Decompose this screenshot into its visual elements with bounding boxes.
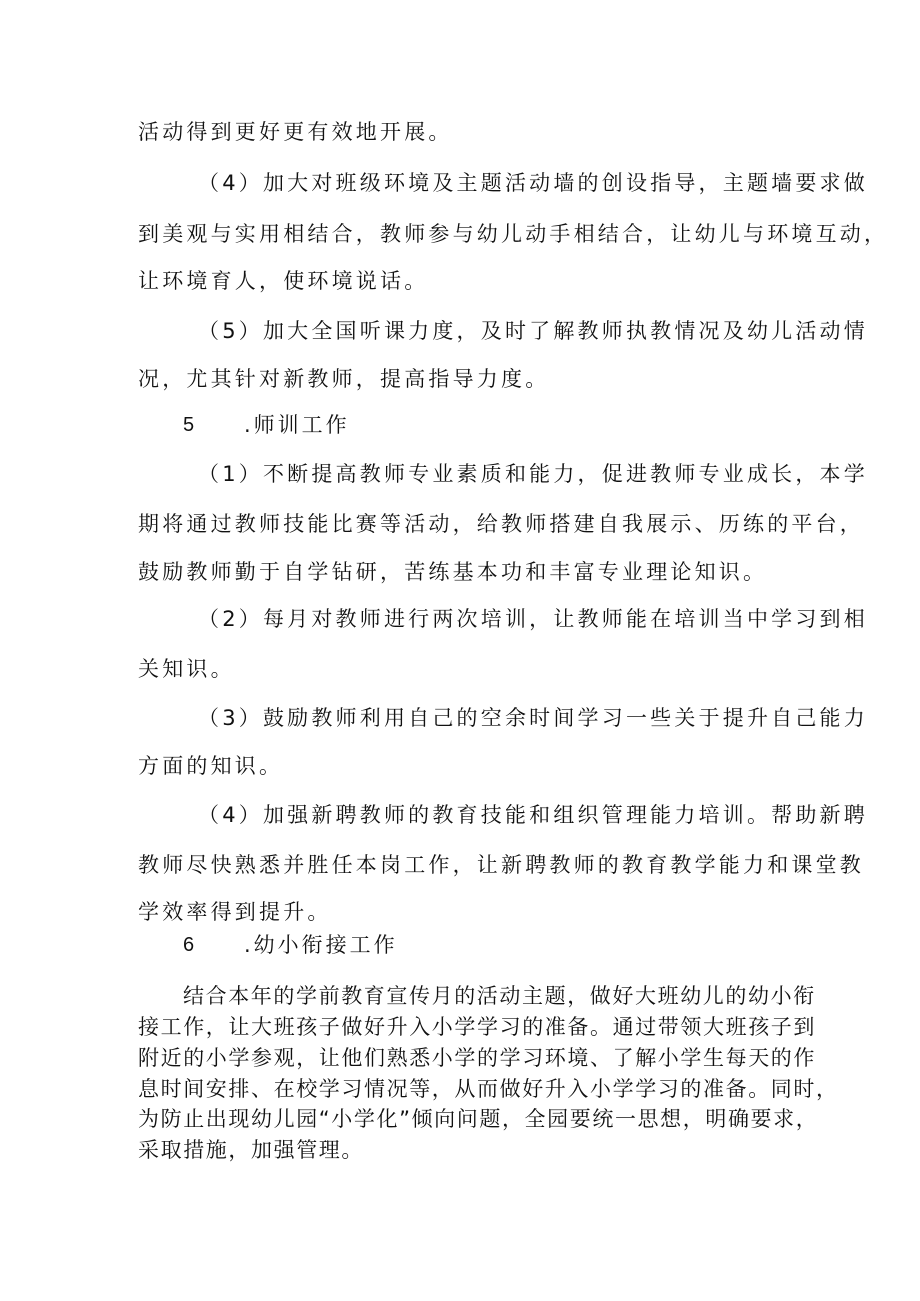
paragraph-line: 况，尤其针对新教师，提高指导力度。 — [138, 367, 550, 391]
paragraph-line: 鼓励教师勤于自学钻研，苦练基本功和丰富专业理论知识。 — [138, 560, 768, 584]
section-number: 6 — [183, 934, 195, 956]
paragraph-line: 学效率得到提升。 — [138, 900, 332, 924]
paragraph-line: （1）不断提高教师专业素质和能力，促进教师专业成长，本学 — [198, 462, 868, 486]
section-number: 5 — [183, 414, 195, 436]
paragraph-line: （3）鼓励教师利用自己的空余时间学习一些关于提升自己能力 — [198, 706, 868, 730]
paragraph-line: （4）加强新聘教师的教育技能和组织管理能力培训。帮助新聘 — [198, 803, 868, 827]
paragraph-line: 接工作，让大班孩子做好升入小学学习的准备。通过带领大班孩子到 — [138, 1015, 816, 1039]
paragraph-line: 方面的知识。 — [138, 754, 284, 778]
paragraph-line: （4）加大对班级环境及主题活动墙的创设指导，主题墙要求做 — [198, 171, 868, 195]
paragraph-line: 附近的小学参观，让他们熟悉小学的学习环境、了解小学生每天的作 — [138, 1046, 816, 1070]
paragraph-line: 教师尽快熟悉并胜任本岗工作，让新聘教师的教育教学能力和课堂教 — [138, 853, 864, 877]
paragraph-line: 活动得到更好更有效地开展。 — [138, 120, 453, 144]
paragraph-line: （2）每月对教师进行两次培训，让教师能在培训当中学习到相 — [198, 607, 868, 631]
paragraph-line: 到美观与实用相结合，教师参与幼儿动手相结合，让幼儿与环境互动， — [138, 222, 889, 246]
paragraph-line: 息时间安排、在校学习情况等，从而做好升入小学学习的准备。同时， — [138, 1077, 839, 1101]
paragraph-line: 采取措施，加强管理。 — [138, 1138, 364, 1162]
section-title: .师训工作 — [244, 413, 350, 437]
section-title: .幼小衔接工作 — [244, 933, 398, 957]
paragraph-line: （5）加大全国听课力度，及时了解教师执教情况及幼儿活动情 — [198, 319, 868, 343]
paragraph-line: 让环境育人，使环境说话。 — [138, 269, 429, 293]
paragraph-line: 结合本年的学前教育宣传月的活动主题，做好大班幼儿的幼小衔 — [183, 984, 816, 1008]
paragraph-line: 关知识。 — [138, 657, 235, 681]
paragraph-line: 为防止出现幼儿园“小学化”倾向问题，全园要统一思想，明确要求， — [138, 1107, 819, 1131]
paragraph-line: 期将通过教师技能比赛等活动，给教师搭建自我展示、历练的平台， — [138, 512, 864, 536]
